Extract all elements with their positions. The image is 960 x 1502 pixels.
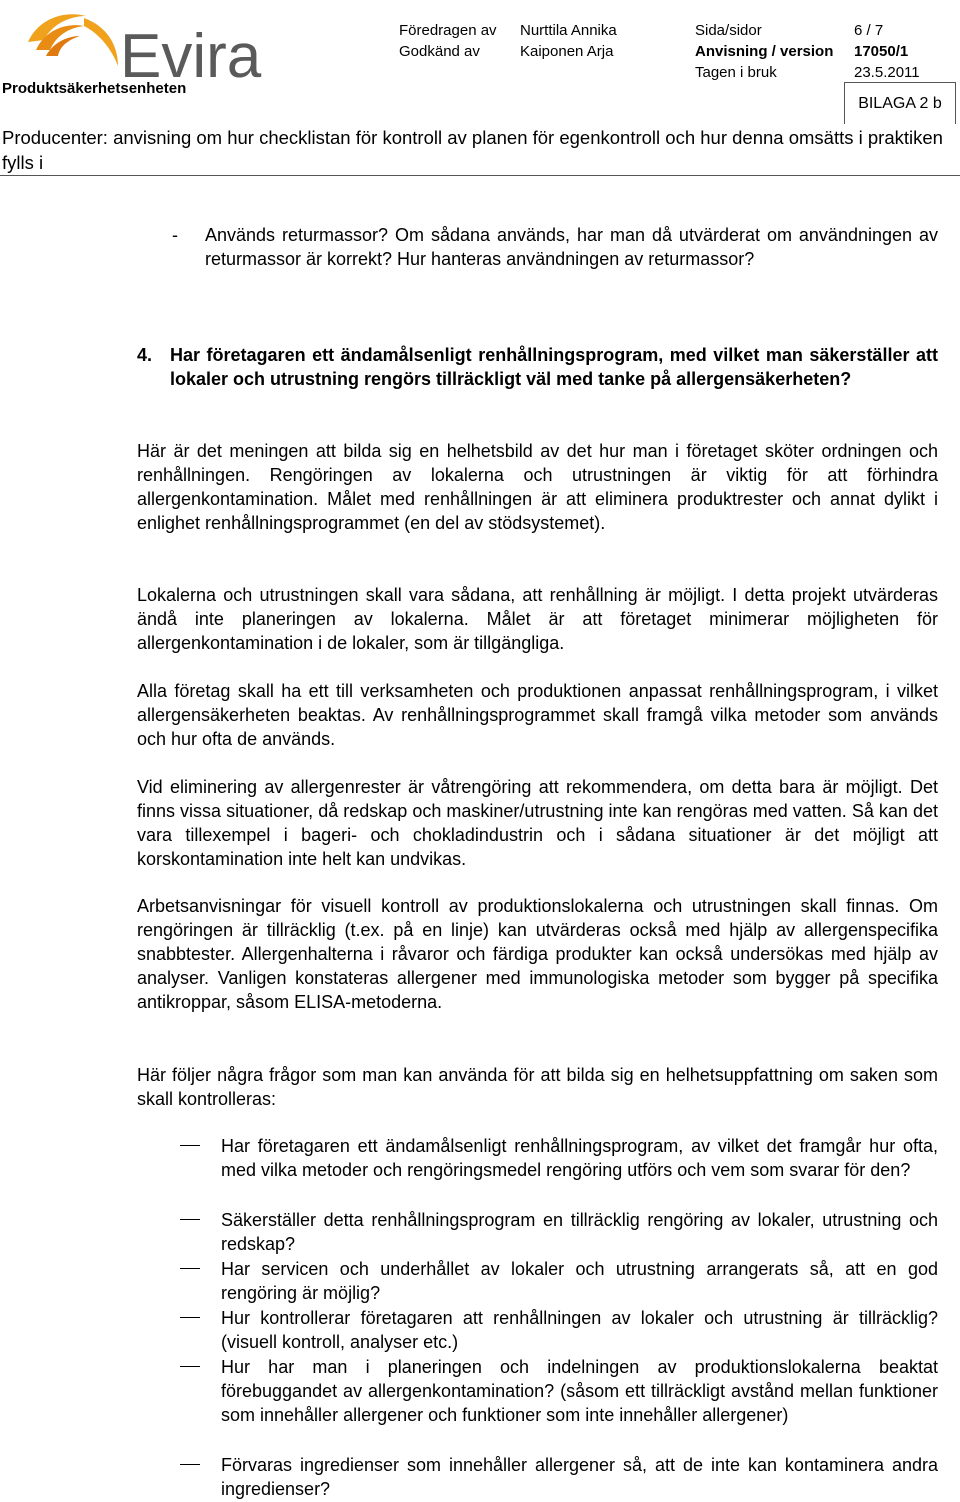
dash-marker: - xyxy=(172,225,178,245)
attachment-label: BILAGA 2 b xyxy=(844,82,956,124)
list-item: Har servicen och underhållet av lokaler och utrustning arrangerats så, att en god rengöring är möjlig? xyxy=(221,1259,938,1303)
paragraph-4: Vid eliminering av allergenrester är våtrengöring att rekommendera, om detta bara är möjligt. Det finns vissa situationer, då redskap och maskiner/utrustning inte kan rengöras med vatten. Så kan det vara tillexempel i bageri- och chokladindustrin och i sådana situationer är det möjligt att korskontamination inte helt kan undvikas. xyxy=(137,777,938,869)
list-item: Har företagaren ett ändamålsenligt renhållningsprogram, av vilket det framgår hur ofta, med vilka metoder och rengöringsmedel rengöring utförs och vem som svarar för den? xyxy=(221,1136,938,1180)
instruction-value: 17050/1 xyxy=(854,43,909,60)
document-title: Producenter: anvisning om hur checklistan för kontroll av planen för egenkontroll och hur denna omsätts i praktiken fylls i xyxy=(2,127,943,173)
evira-logo-mark xyxy=(22,4,272,84)
department-name: Produktsäkerhetsenheten xyxy=(2,80,187,97)
list-bullet xyxy=(180,1464,200,1465)
dash-item-text: Används returmassor? Om sådana används, har man då utvärderat om användningen av returmassor är korrekt? Hur hanteras användningen av returmassor? xyxy=(205,225,938,269)
paragraph-5: Arbetsanvisningar för visuell kontroll av produktionslokalerna och utrustningen skall finnas. Om rengöringen är tillräcklig (t.ex. på en linje) kan utvärderas också med hjälp av allergenspecifika snabbtester. Allergenhalterna i råvaror och färdiga produkter kan också undersökas med hjälp av analyser. Vanligen konstateras allergener med immunologiska metoder som bygger på specifika antikroppar, såsom ELISA-metoderna. xyxy=(137,896,938,1012)
list-item: Säkerställer detta renhållningsprogram en tillräcklig rengöring av lokaler, utrustning och redskap? xyxy=(221,1210,938,1254)
list-bullet xyxy=(180,1268,200,1269)
list-item: Hur kontrollerar företagaren att renhållningen av lokaler och utrustning är tillräcklig? (visuell kontroll, analyser etc.) xyxy=(221,1308,938,1352)
section-heading: Har företagaren ett ändamålsenligt renhållningsprogram, med vilket man säkerställer att lokaler och utrustning rengörs tillräckligt väl med tanke på allergensäkerheten? xyxy=(170,345,938,389)
effective-value: 23.5.2011 xyxy=(854,64,920,81)
effective-label: Tagen i bruk xyxy=(695,64,777,81)
approved-value: Kaiponen Arja xyxy=(520,43,614,60)
page-label: Sida/sidor xyxy=(695,22,762,39)
header-divider xyxy=(0,175,960,176)
page-value: 6 / 7 xyxy=(854,22,884,39)
evira-logo xyxy=(22,4,272,84)
logo-wordmark: Evira xyxy=(120,22,262,84)
list-item: Hur har man i planeringen och indelningen av produktionslokalerna beaktat förebuggandet av allergenkontamination? (såsom ett tillräckligt avstånd mellan funktioner som innehåller allergener och funktioner som inte innehåller allergener) xyxy=(221,1357,938,1425)
list-bullet xyxy=(180,1317,200,1318)
paragraph-2: Lokalerna och utrustningen skall vara sådana, att renhållning är möjligt. I detta projekt utvärderas ändå inte planeringen av lokalerna. Målet är att företaget minimerar möjligheten för allergenkontamination i de lokaler, som är tillgängliga. xyxy=(137,585,938,653)
instruction-label: Anvisning / version xyxy=(695,43,834,60)
prepared-label: Föredragen av xyxy=(399,22,497,39)
paragraph-6: Här följer några frågor som man kan använda för att bilda sig en helhetsuppfattning om saken som skall kontrolleras: xyxy=(137,1065,938,1109)
list-item: Förvaras ingredienser som innehåller allergener så, att de inte kan kontaminera andra ingredienser? xyxy=(221,1455,938,1499)
list-bullet xyxy=(180,1366,200,1367)
paragraph-1: Här är det meningen att bilda sig en helhetsbild av det hur man i företaget sköter ordningen och renhållningen. Rengöringen av lokalerna och utrustningen är viktig för att förhindra allergenkontamination. Målet med renhållningen är att eliminera produktrester och annat dylikt i enlighet renhållningsprogrammet (en del av stödsystemet). xyxy=(137,441,938,533)
prepared-value: Nurttila Annika xyxy=(520,22,617,39)
list-bullet xyxy=(180,1145,200,1146)
list-bullet xyxy=(180,1219,200,1220)
approved-label: Godkänd av xyxy=(399,43,480,60)
paragraph-3: Alla företag skall ha ett till verksamheten och produktionen anpassat renhållningsprogram, i vilket allergensäkerheten beaktas. Av renhållningsprogrammet skall framgå vilka metoder som används och hur ofta de används. xyxy=(137,681,938,749)
section-number: 4. xyxy=(137,345,153,365)
